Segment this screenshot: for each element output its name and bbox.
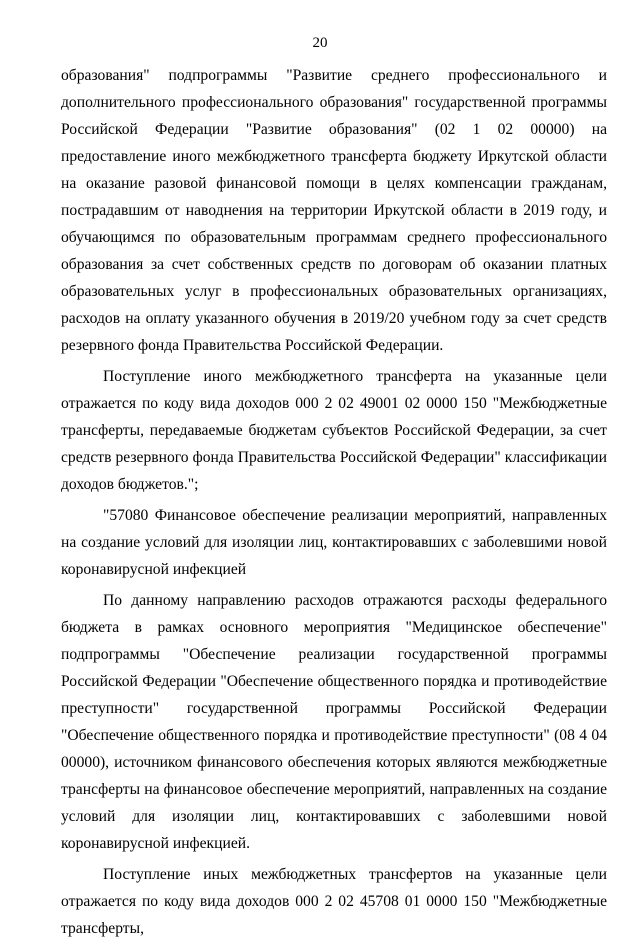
paragraph-code-57080: "57080 Финансовое обеспечение реализации мероприятий, направленных на создание условий для изоляции лиц, контактировавших с заболевшими новой коронавирусной инфекцией [61, 507, 607, 578]
paragraph-expense-direction: По данному направлению расходов отражаются расходы федерального бюджета в рамках основного мероприятия "Медицинское обеспечение" подпрограммы "Обеспечение реализации государственной программы Российской Федерации "Обеспечение общественного порядка и противодействие преступности" государственной программы Российской Федерации "Обеспечение общественного порядка и противодействие преступности" (08 4 04 00000), источником финансового обеспечения которых являются межбюджетные трансферты на финансовое обеспечение мероприятий, направленных на создание условий для изоляции лиц, контактировавших с заболевшими новой коронавирусной инфекцией. [61, 592, 607, 852]
paragraph-transfer-receipt: Поступление иного межбюджетного трансферта на указанные цели отражается по коду вида доходов 000 2 02 49001 02 0000 150 "Межбюджетные трансферты, передаваемые бюджетам субъектов Российской Федерации, за счет средств резервного фонда Правительства Российской Федерации" классификации доходов бюджетов."; [61, 368, 607, 493]
document-body [61, 62, 607, 942]
paragraph-continuation: образования" подпрограммы "Развитие среднего профессионального и дополнительного профессионального образования" государственной программы Российской Федерации "Развитие образования" (02 1 02 00000) на предоставление иного межбюджетного трансферта бюджету Иркутской области на оказание разовой финансовой помощи в целях компенсации гражданам, пострадавшим от наводнения на территории Иркутской области в 2019 году, и обучающимся по образовательным программам среднего профессионального образования за счет собственных средств по договорам об оказании платных образовательных услуг в профессиональных образовательных организациях, расходов на оплату указанного обучения в 2019/20 учебном году за счет средств резервного фонда Правительства Российской Федерации. [61, 67, 607, 354]
page-number: 20 [312, 35, 328, 51]
paragraph-transfers-receipt: Поступление иных межбюджетных трансфертов на указанные цели отражается по коду вида доходов 000 2 02 45708 01 0000 150 "Межбюджетные трансферты, [61, 866, 607, 937]
